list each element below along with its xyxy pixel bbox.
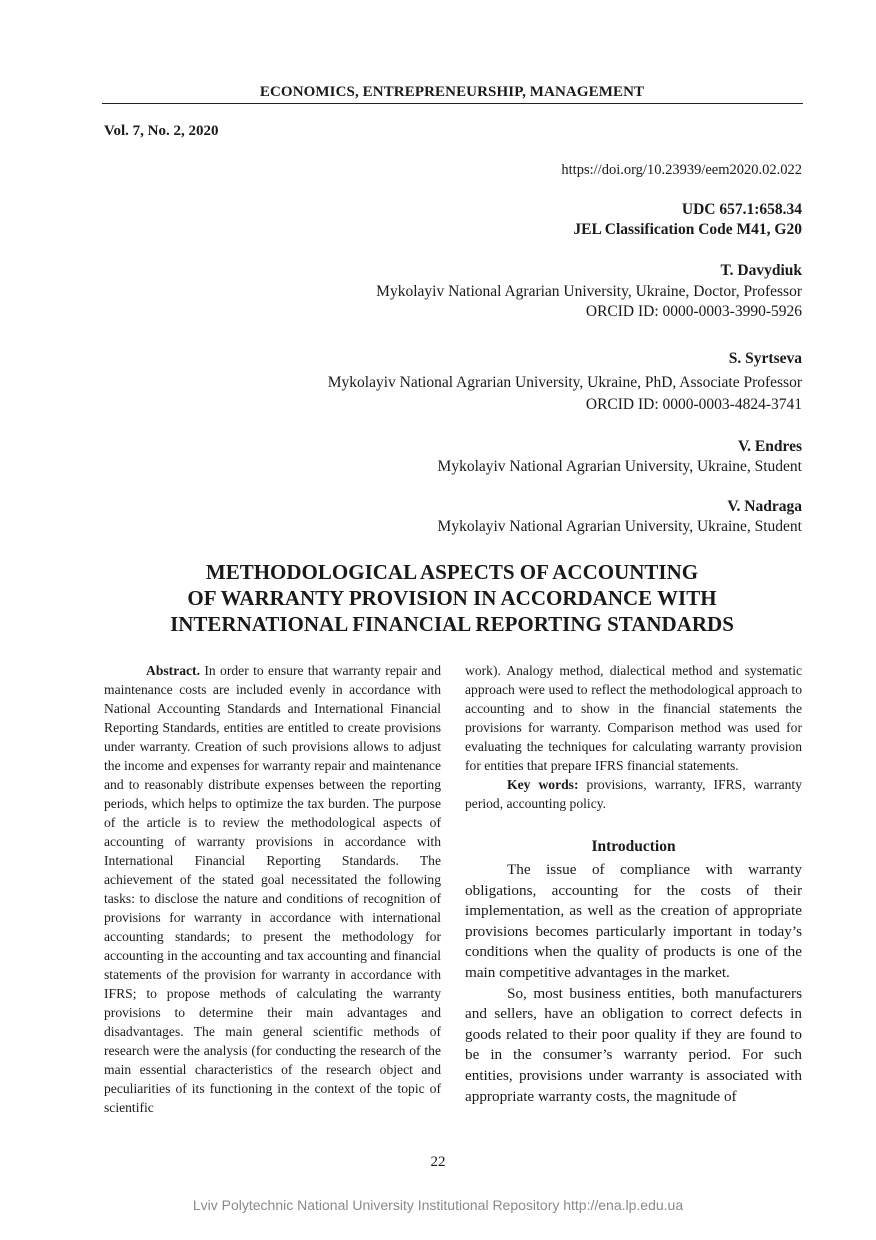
udc-code: UDC 657.1:658.34 bbox=[681, 201, 802, 218]
title-line: INTERNATIONAL FINANCIAL REPORTING STANDARDS bbox=[170, 612, 734, 636]
jel-code: JEL Classification Code M41, G20 bbox=[573, 221, 802, 238]
page-number: 22 bbox=[430, 1154, 446, 1170]
title-line: OF WARRANTY PROVISION IN ACCORDANCE WITH bbox=[187, 586, 717, 610]
author-name: T. Davydiuk bbox=[720, 262, 802, 279]
author-affiliation: Mykolayiv National Agrarian University, Ukraine, Student bbox=[437, 518, 802, 535]
title-line: METHODOLOGICAL ASPECTS OF ACCOUNTING bbox=[205, 560, 699, 584]
author-affiliation: Mykolayiv National Agrarian University, Ukraine, Student bbox=[437, 458, 802, 475]
left-column bbox=[104, 661, 441, 1117]
article-title bbox=[102, 559, 802, 637]
header-rule bbox=[102, 103, 803, 104]
keywords-text: provisions, warranty, IFRS, warranty period, accounting policy. bbox=[465, 777, 802, 811]
author-orcid: ORCID ID: 0000-0003-4824-3741 bbox=[585, 396, 802, 413]
keywords-label: Key words: bbox=[507, 777, 579, 792]
volume-issue: Vol. 7, No. 2, 2020 bbox=[104, 123, 219, 139]
introduction-heading: Introduction bbox=[591, 838, 676, 855]
author-name: V. Endres bbox=[737, 438, 802, 455]
abstract-continued: work). Analogy method, dialectical method and systematic approach were used to reflect the methodological approach to accounting and to show in the financial statements the provisions for warranty. Comparison method was used for evaluating the techniques for calculating warranty provision for entities that prepare IFRS financial statements. bbox=[465, 663, 802, 773]
abstract-label: Abstract. bbox=[146, 663, 200, 678]
intro-paragraph: So, most business entities, both manufacturers and sellers, have an obligation to correct defects in goods related to their poor quality if they are found to be in the consumer’s warranty period. For such entities, provisions under warranty is associated with appropriate warranty costs, the magnitude of bbox=[465, 984, 802, 1105]
right-column bbox=[465, 661, 802, 1107]
author-name: S. Syrtseva bbox=[728, 350, 802, 367]
abstract-text: In order to ensure that warranty repair and maintenance costs are included evenly in accordance with National Accounting Standards and International Financial Reporting Standards, entities are entitled to create provisions under warranty. Creation of such provisions allows to adjust the income and expenses for warranty repair and maintenance and to reasonably distribute expenses between the reporting periods, which helps to optimize the tax burden. The purpose of the article is to review the methodological aspects of accounting of warranty provisions in accordance with International Financial Reporting Standards. The achievement of the stated goal necessitated the following tasks: to disclose the nature and conditions of recognition of provisions for warranty in accordance with international accounting standards; to present the methodology for accounting in the accounting and tax accounting and financial statements of the provision for warranty in accordance with IFRS; to propose methods of calculating the warranty provisions to determine their main advantages and disadvantages. The main general scientific methods of research were the analysis (for conducting the research of the main essential characteristics of the research object and peculiarities of its functioning in the context of the topic of scientific bbox=[104, 663, 441, 1115]
author-affiliation: Mykolayiv National Agrarian University, Ukraine, PhD, Associate Professor bbox=[327, 374, 802, 391]
running-header: ECONOMICS, ENTREPRENEURSHIP, MANAGEMENT bbox=[259, 84, 645, 100]
intro-paragraph: The issue of compliance with warranty obligations, accounting for the costs of their implementation, as well as the creation of appropriate provisions becomes particularly important in today’s conditions when the quality of products is one of the main competitive advantages in the market. bbox=[465, 861, 802, 981]
author-name: V. Nadraga bbox=[727, 498, 802, 515]
repository-footer: Lviv Polytechnic National University Institutional Repository http://ena.lp.edu.ua bbox=[192, 1197, 684, 1213]
abstract-paragraph bbox=[104, 661, 441, 1117]
doi-link[interactable]: https://doi.org/10.23939/eem2020.02.022 bbox=[561, 162, 802, 178]
keywords-paragraph bbox=[465, 775, 802, 813]
author-affiliation: Mykolayiv National Agrarian University, Ukraine, Doctor, Professor bbox=[376, 283, 802, 300]
author-orcid: ORCID ID: 0000-0003-3990-5926 bbox=[585, 303, 802, 320]
